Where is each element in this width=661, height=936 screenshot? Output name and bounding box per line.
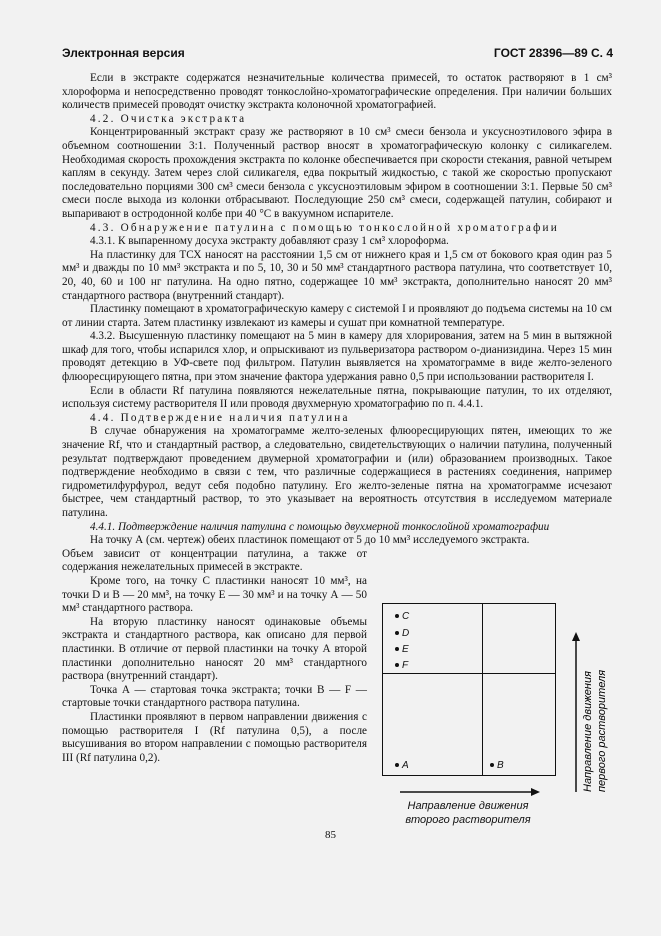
section-heading-4-4: 4.4. Подтверждение наличия патулина [90,411,350,424]
point-b: B [490,761,504,771]
right-arrow-icon [382,787,554,797]
second-solvent-direction-caption [382,787,554,827]
running-header-left: Электронная версия [62,46,185,60]
narrow-column [62,548,367,766]
page-number: 85 [325,829,336,841]
paragraph: Объем зависит от концентрации патулина, а также от содержания нежелательных примесей в экстракте. [62,547,367,574]
paragraph: Пластинки проявляют в первом направлении движения с помощью растворителя I (Rf патулина 0,5), а после высушивания во втором направлении с помощью растворителя III (Rf патулина 0,2). [62,710,367,764]
paragraph: 4.3.2. Высушенную пластинку помещают на 5 мин в камеру для хлорирования, затем на 5 мин в вытяжной шкаф для того, чтобы испарился хлор, и опрыскивают из пульверизатора раствором о-дианизидина. Через 15 мин проводят детекцию в УФ-свете под фильтром. Патулин выявляется на хроматограмме в виде желто-зеленого флюоресцирующего пятна, при этом значение фактора удержания равно 0,5 при использовании растворителя I. [62,330,612,384]
paragraph: Если в экстракте содержатся незначительные количества примесей, то остаток растворяют в 1 см³ хлороформа и непосредственно проводят тонкослойно-хроматографические определения. При наличии больших количеств примесей проводят очистку экстракта колоночной хроматографией. [62,72,612,112]
plate-horizontal-divider [383,673,555,674]
vertical-caption-line-2: первого растворителя [596,669,608,792]
paragraph: На вторую пластинку наносят одинаковые объемы экстракта и стандартного раствора, как описано для первой пластинки. В отличие от первой пластинки на точку А второй пластинки дополнительно наносят 20 мм³ стандартного раствора (внутренний стандарт). [62,615,367,683]
vertical-caption-line-1: Направление движения [582,671,594,792]
first-solvent-direction-caption [572,632,612,792]
paragraph: Если в области Rf патулина появляются нежелательные пятна, покрывающие патулин, то их отделяют, используя систему растворителя II или проводя двухмерную хроматографию по п. 4.4.1. [62,384,612,411]
point-d: D [395,629,409,639]
paragraph: Точка А — стартовая точка экстракта; точки В — F — стартовые точки стандартного раствора патулина. [62,683,367,710]
section-heading-4-2: 4.2. Очистка экстракта [90,112,247,125]
section-heading-4-3: 4.3. Обнаружение патулина с помощью тонкослойной хроматографии [90,221,559,234]
plate-vertical-divider [482,604,483,775]
point-a: A [395,761,409,771]
up-arrow-icon [572,632,612,792]
running-header-right: ГОСТ 28396—89 С. 4 [493,46,613,60]
paragraph: 4.3.1. К выпаренному досуха экстракту добавляют сразу 1 см³ хлороформа. [90,235,449,248]
horizontal-caption-line-1: Направление движения [407,800,529,812]
point-f: F [395,661,408,671]
paragraph: На точку А (см. чертеж) обеих пластинок помещают от 5 до 10 мм³ исследуемого экстракта. [90,534,530,547]
paragraph: Концентрированный экстракт сразу же растворяют в 10 см³ смеси бензола и уксусноэтилового эфира в объемном соотношении 3:1. Полученный раствор вносят в хроматографическую колонку с силикагелем. Необходимая скорость прохождения экстракта по колонке обеспечивается при скорости стекания, равной четырем каплям в секунду. Затем через слой силикагеля, едва покрытый жидкостью, с такой же скоростью пропускают последовательно порциями 300 см³ смеси бензола с уксусноэтиловым эфиром в соотношении 3:1. Первые 50 см³ смеси после выхода из колонки отбрасывают. Последующие 250 см³ смеси, содержащей патулин, собирают и выпаривают в остродонной колбе при 40 °С в вакуумном испарителе. [62,126,612,220]
paragraph: В случае обнаружения на хроматограмме желто-зеленых флюоресцирующих пятен, имеющих то же значение Rf, что и стандартный раствор, а следовательно, свидетельствующих о наличии патулина, полученный результат подтверждают проведением двумерной хроматографии и (или) образованием производных. Такое подтверждение необходимо в связи с тем, что различные содержащиеся в растениях соединения, например гидрометилфурфурол, ведут себя подобно патулину. Его желто-зеленые пятна на хроматограмме исчезают быстрее, чем стандартный раствор, то это указывает на вероятность отсутствия в исследуемом материале патулина. [62,425,612,519]
point-e: E [395,645,409,655]
paragraph: Пластинку помещают в хроматографическую камеру с системой I и проявляют до подъема системы на 10 см от линии старта. Затем пластинку извлекают из камеры и сушат при комнатной температуре. [62,303,612,329]
chromatography-plate-diagram [382,603,556,776]
paragraph: На пластинку для ТСХ наносят на расстоянии 1,5 см от нижнего края и 1,5 см от бокового края один раз 5 мм³ и дважды по 10 мм³ экстракта и по 5, 10, 30 и 50 мм³ стандартного раствора патулина, что соответствует 10, 20, 40, 60 и 100 нг патулина. На одно пятно, содержащее 10 мм³ экстракта, дополнительно наносят 20 мм³ стандартного раствора (внутренний стандарт). [62,248,612,302]
subsection-heading-4-4-1: 4.4.1. Подтверждение наличия патулина с помощью двухмерной тонкослойной хроматографии [90,520,550,533]
paragraph: Кроме того, на точку С пластинки наносят 10 мм³, на точки D и В — 20 мм³, на точку Е — 30 мм³ и на точку А — 50 мм³ стандартного раствора. [62,574,367,615]
horizontal-caption-line-2: второго растворителя [405,814,531,826]
point-c: C [395,612,409,622]
